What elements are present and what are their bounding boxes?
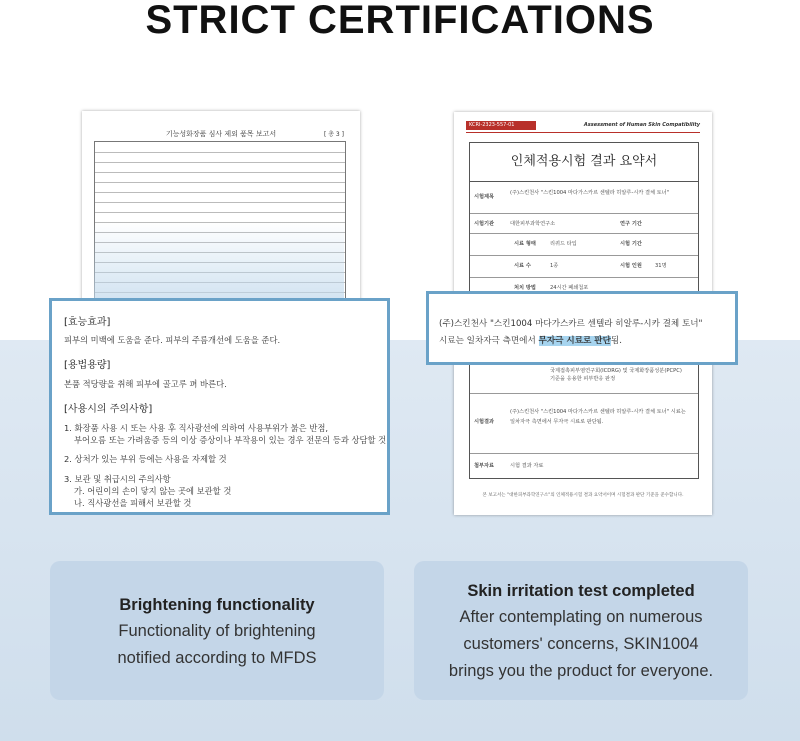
table-row: 시료 수 1종 시험 인원 31명 [470, 255, 698, 256]
caution-text-3a: 가. 어린이의 손이 닿지 않는 곳에 보관할 것 [74, 486, 232, 496]
table-row [95, 212, 345, 213]
card-text-line: brings you the product for everyone. [448, 662, 714, 680]
left-zoom-callout [49, 298, 390, 515]
table-row [95, 192, 345, 193]
document-top-text: Assessment of Human Skin Compatibility [583, 122, 700, 128]
right-zoom-callout [426, 291, 738, 365]
document-tag: KCRI-2323-557-01 [466, 121, 536, 130]
caution-text-3b: 나. 직사광선을 피해서 보관할 것 [74, 498, 192, 508]
callout-line-1: (주)스킨천사 "스킨1004 마다가스카르 센텔라 히알루-시카 결체 토너" [439, 319, 703, 329]
brightening-card [50, 561, 384, 700]
table-row [95, 152, 345, 153]
table-row [95, 162, 345, 163]
left-document-header: 기능성화장품 심사 제외 품목 보고서 [165, 130, 277, 138]
usage-heading: [용법용량] [64, 360, 111, 371]
highlight-fade [94, 221, 344, 301]
summary-heading: 인체적용시험 결과 요약서 [470, 143, 698, 182]
table-row [95, 172, 345, 173]
page-title: STRICT CERTIFICATIONS [145, 0, 655, 42]
document-footer: 본 보고서는 "대한피부과학연구소"의 인체적용시험 결과 요약서이며 시험결과 판단 기준을 준수합니다. [482, 493, 684, 498]
caution-text-1b: 부어오름 또는 가려움증 등의 이상 증상이나 부작용이 있는 경우 전문의 등과 상담할 것 [74, 435, 387, 445]
caution-text-1: 1. 화장품 사용 시 또는 사용 후 직사광선에 의하여 사용부위가 붉은 반점, [64, 423, 328, 433]
table-row [95, 182, 345, 183]
callout-line-2: 시료는 일차자극 측면에서 무자극 시료로 판단됨. [439, 336, 622, 346]
card-title: Brightening functionality [119, 596, 315, 614]
effect-heading: [효능효과] [64, 317, 111, 328]
divider [466, 132, 700, 133]
card-text-line: customers' concerns, SKIN1004 [463, 635, 699, 653]
table-row: 시험결과 (주)스킨천사 "스킨1004 마다가스카르 센텔라 히알루-시카 결체 토너" 시료는 일차자극 측면에서 무자극 시료로 판단됨. [470, 393, 698, 454]
caution-text-2: 2. 상처가 있는 부위 등에는 사용을 자제할 것 [64, 454, 227, 464]
skin-irritation-card [414, 561, 748, 700]
table-row: 시료 형태 리퀴드 타입 시험 기간 [470, 233, 698, 234]
card-text-line: notified according to MFDS [117, 649, 317, 667]
table-row [95, 202, 345, 203]
table-row: 첨부자료 시험 결과 자료 [470, 453, 698, 454]
left-document-page-tag: [ 총 3 ] [323, 131, 344, 138]
table-row: 처치 방법 24시간 폐쇄첩포 [470, 277, 698, 278]
card-text-line: After contemplating on numerous [459, 608, 703, 626]
card-title: Skin irritation test completed [467, 582, 695, 600]
effect-text: 피부의 미백에 도움을 준다. 피부의 주름개선에 도움을 준다. [64, 335, 281, 345]
left-certificate-document [82, 111, 360, 301]
highlight-text: 무자극 시료로 판단 [538, 336, 611, 346]
summary-table: 인체적용시험 결과 요약서 시험제목 (주)스킨천사 "스킨1004 마다가스카르 센텔라 히알루-시카 결체 토너" 시험기관 대한피부과학연구소 연구 기간 시료 형태 리퀴드 타입 시험 기간 시료 수 1종 시험 인원 31명 처치 방법 24시간 폐쇄첩포 국제접촉피부염연구회(ICDRG) 및 국제화장품성분(PCPC) 기준을 응용한 피부반응 판정 시험결과 (주)스킨천사 "스킨1004 마다가스카르 센텔라 히알루-시카 결체 토너" 시료는 일차자극 측면에서 무자극 시료로 판단됨. 첨부자료 시험 결과 자료 [469, 142, 699, 479]
table-row: 시험기관 대한피부과학연구소 연구 기간 [470, 213, 698, 214]
card-text-line: Functionality of brightening [118, 622, 316, 640]
caution-heading: [사용시의 주의사항] [64, 404, 153, 415]
usage-text: 본품 적당량을 취해 피부에 골고루 펴 바른다. [64, 379, 227, 389]
caution-text-3: 3. 보관 및 취급시의 주의사항 [64, 474, 171, 484]
table-row: 시험제목 (주)스킨천사 "스킨1004 마다가스카르 센텔라 히알루-시카 결체 토너" [474, 190, 670, 200]
